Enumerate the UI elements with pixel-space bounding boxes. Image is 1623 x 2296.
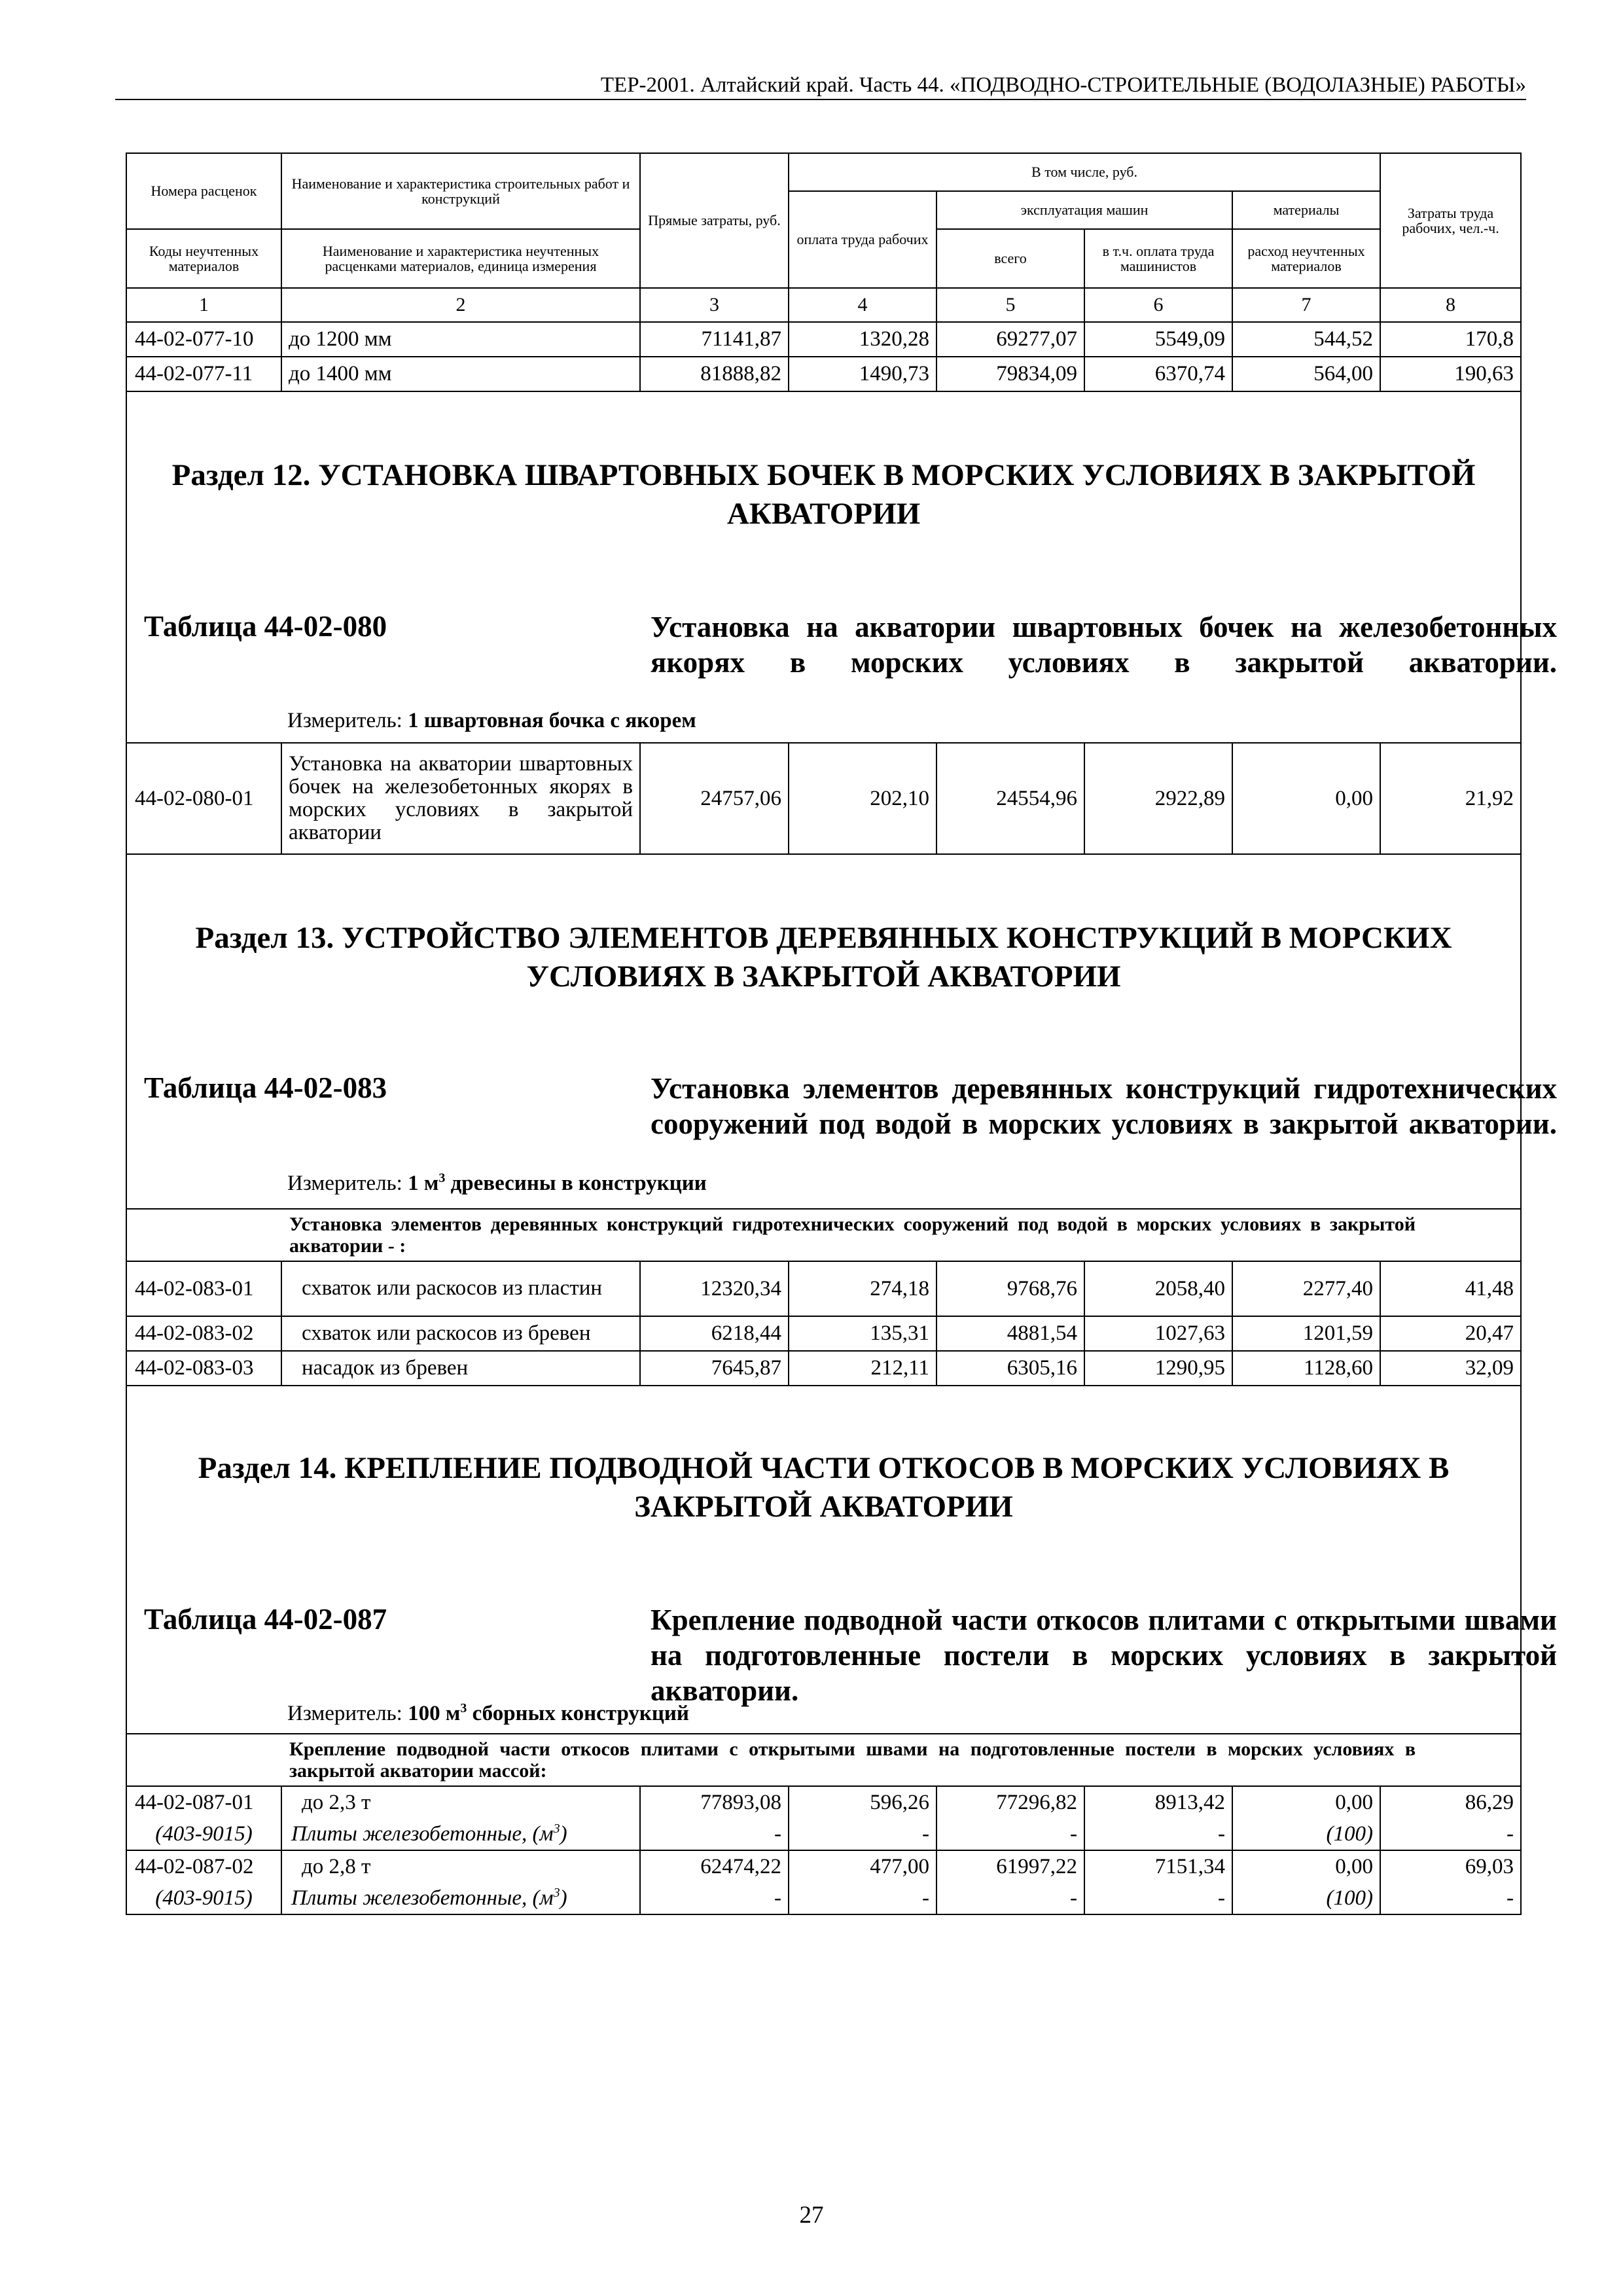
material-direct: -: [640, 1818, 789, 1850]
hdr-including: В том числе, руб.: [789, 153, 1380, 191]
rate-name: до 1400 мм: [281, 357, 640, 391]
section-12-block: [126, 391, 1557, 743]
hdr-machine-wages: в т.ч. оплата труда машинистов: [1084, 229, 1232, 288]
material-machine-wages: -: [1084, 1818, 1232, 1850]
group-title: Крепление подводной части откосов плитами с открытыми швами на подготовленные постели в морских условиях в закрытой акватории массой:: [281, 1734, 1521, 1786]
material-name-text: Плиты железобетонные, (м: [291, 1886, 554, 1910]
material-code: (403-9015): [126, 1882, 281, 1914]
machines: 77296,82: [936, 1786, 1084, 1818]
rate-name: Установка на акватории швартовных бочек на железобетонных якорях в морских условиях в закрытой акватории: [281, 743, 640, 854]
table-row: [126, 322, 1521, 357]
table-row: [126, 1261, 1521, 1316]
machines: 69277,07: [936, 322, 1084, 357]
machines: 24554,96: [936, 743, 1084, 854]
material-row: [126, 1818, 1521, 1850]
labor: 21,92: [1380, 743, 1521, 854]
col-number: 1: [126, 288, 281, 322]
materials: 0,00: [1232, 1786, 1380, 1818]
section-13-block: [126, 854, 1557, 1209]
rate-code: 44-02-077-10: [126, 322, 281, 357]
meter-unit: 1 швартовная бочка с якорем: [408, 709, 696, 732]
table-row: [126, 1351, 1521, 1386]
labor: 69,03: [1380, 1850, 1521, 1882]
meter-unit-rest: древесины в конструкции: [445, 1172, 707, 1195]
meter-prefix: Измеритель:: [287, 1702, 402, 1725]
hdr-wages: оплата труда рабочих: [789, 191, 936, 288]
machines: 6305,16: [936, 1351, 1084, 1386]
direct-costs: 81888,82: [640, 357, 789, 391]
hdr-materials: материалы: [1232, 191, 1380, 229]
wages: 477,00: [789, 1850, 936, 1882]
col-number: 6: [1084, 288, 1232, 322]
section-14-block: [126, 1386, 1557, 1734]
material-wages: -: [789, 1818, 936, 1850]
material-unit-superscript: 3: [553, 1821, 560, 1836]
machine-wages: 1290,95: [1084, 1351, 1232, 1386]
material-direct: -: [640, 1882, 789, 1914]
rate-name: до 2,8 т: [281, 1850, 640, 1882]
table-row: [126, 1786, 1521, 1818]
section-title: Раздел 13. УСТРОЙСТВО ЭЛЕМЕНТОВ ДЕРЕВЯННЫХ КОНСТРУКЦИЙ В МОРСКИХ УСЛОВИЯХ В ЗАКРЫТОЙ АКВАТОРИИ: [195, 921, 1452, 994]
table-row: [126, 743, 1521, 854]
material-code: (403-9015): [126, 1818, 281, 1850]
table-row: [126, 1850, 1521, 1882]
material-wages: -: [789, 1882, 936, 1914]
materials: 544,52: [1232, 322, 1380, 357]
direct-costs: 7645,87: [640, 1351, 789, 1386]
unit-of-measure: [287, 1702, 689, 1726]
machine-wages: 8913,42: [1084, 1786, 1232, 1818]
wages: 135,31: [789, 1316, 936, 1351]
material-machine-wages: -: [1084, 1882, 1232, 1914]
labor: 41,48: [1380, 1261, 1521, 1316]
rate-code: 44-02-077-11: [126, 357, 281, 391]
wages: 212,11: [789, 1351, 936, 1386]
section-title: Раздел 14. КРЕПЛЕНИЕ ПОДВОДНОЙ ЧАСТИ ОТКОСОВ В МОРСКИХ УСЛОВИЯХ В ЗАКРЫТОЙ АКВАТОРИИ: [198, 1451, 1450, 1524]
machines: 61997,22: [936, 1850, 1084, 1882]
rate-name: до 2,3 т: [281, 1786, 640, 1818]
materials: 1128,60: [1232, 1351, 1380, 1386]
rates-table: [126, 152, 1557, 1915]
direct-costs: 62474,22: [640, 1850, 789, 1882]
section-title: Раздел 12. УСТАНОВКА ШВАРТОВНЫХ БОЧЕК В МОРСКИХ УСЛОВИЯХ В ЗАКРЫТОЙ АКВАТОРИИ: [171, 458, 1476, 531]
direct-costs: 12320,34: [640, 1261, 789, 1316]
direct-costs: 77893,08: [640, 1786, 789, 1818]
rate-code: 44-02-087-02: [126, 1850, 281, 1882]
col-number: 2: [281, 288, 640, 322]
labor: 190,63: [1380, 357, 1521, 391]
machine-wages: 7151,34: [1084, 1850, 1232, 1882]
meter-prefix: Измеритель:: [287, 709, 402, 732]
material-unit-superscript: 3: [553, 1885, 560, 1900]
material-quantity: (100): [1232, 1882, 1380, 1914]
meter-prefix: Измеритель:: [287, 1172, 402, 1195]
machines: 9768,76: [936, 1261, 1084, 1316]
wages: 202,10: [789, 743, 936, 854]
rate-code: 44-02-083-02: [126, 1316, 281, 1351]
labor: 32,09: [1380, 1351, 1521, 1386]
col-number: 3: [640, 288, 789, 322]
table-description: Установка на акватории швартовных бочек на железобетонных якорях в морских условиях в закрытой акватории.: [651, 611, 1557, 679]
wages: 596,26: [789, 1786, 936, 1818]
rate-name: насадок из бревен: [281, 1351, 640, 1386]
col-number: 7: [1232, 288, 1380, 322]
wages: 274,18: [789, 1261, 936, 1316]
meter-unit-rest: сборных конструкций: [467, 1702, 689, 1725]
rate-code: 44-02-080-01: [126, 743, 281, 854]
materials: 0,00: [1232, 743, 1380, 854]
table-label: Таблица 44-02-080: [144, 610, 387, 643]
materials: 0,00: [1232, 1850, 1380, 1882]
hdr-work-name: Наименование и характеристика строительных работ и конструкций: [281, 153, 640, 229]
rate-code: 44-02-083-01: [126, 1261, 281, 1316]
direct-costs: 24757,06: [640, 743, 789, 854]
hdr-rate-numbers: Номера расценок: [126, 153, 281, 229]
materials: 564,00: [1232, 357, 1380, 391]
machine-wages: 6370,74: [1084, 357, 1232, 391]
material-machines: -: [936, 1818, 1084, 1850]
materials: 1201,59: [1232, 1316, 1380, 1351]
machine-wages: 2058,40: [1084, 1261, 1232, 1316]
unit-of-measure: [287, 1172, 707, 1196]
group-title: Установка элементов деревянных конструкций гидротехнических сооружений под водой в морских условиях в закрытой акватории - :: [281, 1209, 1521, 1261]
table-row: [126, 1316, 1521, 1351]
table-row: [126, 357, 1521, 391]
col-number: 4: [789, 288, 936, 322]
rate-name: до 1200 мм: [281, 322, 640, 357]
meter-unit-superscript: 3: [438, 1171, 446, 1185]
group-spacer: [126, 1209, 281, 1261]
col-number: 5: [936, 288, 1084, 322]
rate-name: схваток или раскосов из бревен: [281, 1316, 640, 1351]
wages: 1320,28: [789, 322, 936, 357]
material-name-close: ): [560, 1886, 567, 1910]
material-name-close: ): [560, 1821, 567, 1846]
labor: 86,29: [1380, 1786, 1521, 1818]
meter-unit-superscript: 3: [460, 1701, 467, 1715]
wages: 1490,73: [789, 357, 936, 391]
labor: 20,47: [1380, 1316, 1521, 1351]
hdr-labor-costs: Затраты труда рабочих, чел.-ч.: [1380, 153, 1521, 288]
rate-code: 44-02-083-03: [126, 1351, 281, 1386]
meter-unit: 1 м: [408, 1172, 439, 1195]
direct-costs: 6218,44: [640, 1316, 789, 1351]
machine-wages: 5549,09: [1084, 322, 1232, 357]
material-name-text: Плиты железобетонные, (м: [291, 1821, 554, 1846]
running-header: ТЕР-2001. Алтайский край. Часть 44. «ПОДВОДНО-СТРОИТЕЛЬНЫЕ (ВОДОЛАЗНЫЕ) РАБОТЫ»: [115, 73, 1526, 100]
table-description: Крепление подводной части откосов плитами с открытыми швами на подготовленные постели в морских условиях в закрытой акватории.: [651, 1604, 1557, 1707]
material-name: [281, 1882, 640, 1914]
hdr-machine-operation: эксплуатация машин: [936, 191, 1232, 229]
material-labor: -: [1380, 1818, 1521, 1850]
rate-code: 44-02-087-01: [126, 1786, 281, 1818]
group-spacer: [126, 1734, 281, 1786]
material-name: [281, 1818, 640, 1850]
col-number: 8: [1380, 288, 1521, 322]
material-quantity: (100): [1232, 1818, 1380, 1850]
machines: 79834,09: [936, 357, 1084, 391]
hdr-machine-total: всего: [936, 229, 1084, 288]
hdr-material-names: Наименование и характеристика неучтенных расценками материалов, единица измерения: [281, 229, 640, 288]
table-label: Таблица 44-02-083: [144, 1071, 387, 1104]
rate-name: схваток или раскосов из пластин: [281, 1261, 640, 1316]
direct-costs: 71141,87: [640, 322, 789, 357]
material-row: [126, 1882, 1521, 1914]
unit-of-measure: [287, 709, 696, 733]
machine-wages: 1027,63: [1084, 1316, 1232, 1351]
table-label: Таблица 44-02-087: [144, 1603, 387, 1636]
hdr-materials-consumption: расход неучтенных материалов: [1232, 229, 1380, 288]
page-number: 27: [799, 2202, 824, 2229]
meter-unit: 100 м: [408, 1702, 461, 1725]
hdr-direct-costs: Прямые затраты, руб.: [640, 153, 789, 288]
materials: 2277,40: [1232, 1261, 1380, 1316]
table-description: Установка элементов деревянных конструкций гидротехнических сооружений под водой в морских условиях в закрытой акватории.: [651, 1072, 1557, 1140]
hdr-material-codes: Коды неучтенных материалов: [126, 229, 281, 288]
machine-wages: 2922,89: [1084, 743, 1232, 854]
machines: 4881,54: [936, 1316, 1084, 1351]
labor: 170,8: [1380, 322, 1521, 357]
material-machines: -: [936, 1882, 1084, 1914]
material-labor: -: [1380, 1882, 1521, 1914]
